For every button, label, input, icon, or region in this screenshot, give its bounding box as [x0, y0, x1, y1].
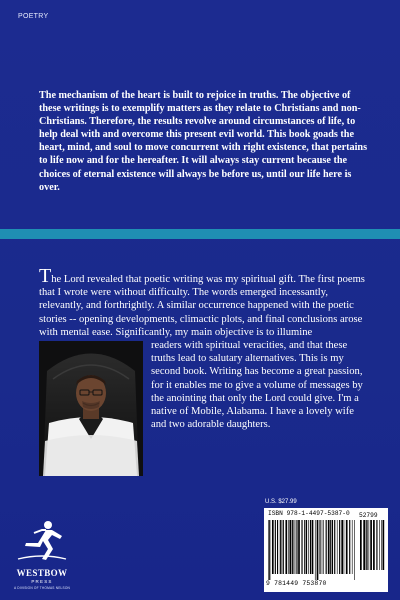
barcode-bar [304, 520, 305, 574]
barcode-bar [346, 520, 348, 574]
bio-dropcap: T [39, 265, 52, 287]
barcode-bar [379, 520, 380, 570]
barcode-bar [310, 520, 311, 574]
author-photo [39, 341, 143, 476]
author-portrait-image [39, 341, 143, 476]
barcode-bar [298, 520, 300, 574]
barcode-bar [344, 520, 345, 574]
barcode [264, 508, 388, 592]
barcode-bar [301, 520, 302, 574]
barcode-bar [268, 520, 269, 580]
barcode-bar [277, 520, 278, 574]
publisher-logo [12, 513, 72, 593]
barcode-bar [292, 520, 293, 574]
barcode-bar [332, 520, 333, 574]
barcode-bar [289, 520, 291, 574]
barcode-bar [275, 520, 276, 574]
barcode-bar [282, 520, 283, 574]
barcode-bar [383, 520, 385, 570]
barcode-bar [315, 520, 316, 580]
barcode-bar [373, 520, 375, 570]
publisher-division: A DIVISION OF THOMAS NELSON [14, 586, 70, 590]
bio-text-rest: readers with spiritual veracities, and that these truths lead to salutary alternatives. This is my second book. Writing has become a great passion, for it enables me to give a volume of messages by the anointing that only the Lord could give. I'm a native of Mobile, Alabama. I have a lovely wife and two adorable daughters. [151, 340, 363, 431]
barcode-bar [295, 520, 296, 574]
barcode-bar [352, 520, 353, 574]
barcode-bar [349, 520, 350, 574]
barcode-bar [322, 520, 323, 574]
barcode-bar [367, 520, 368, 570]
barcode-bar [370, 520, 372, 570]
addon-bars [360, 520, 386, 576]
bio-text-lead: he Lord revealed that poetic writing was my spiritual gift. The first poems that I wrote were without difficulty. The words emerged incessantly, relevantly, and forthrightly. A similar occurrence happened with the poetic stories -- opening developments, climactic plots, and final conclusions arose with mental ease. Significantly, my main objective is to illumine [39, 274, 365, 338]
barcode-bar [319, 520, 320, 574]
barcode-bar [376, 520, 377, 570]
barcode-bar [280, 520, 281, 574]
divider-band [0, 229, 400, 239]
barcode-bar [360, 520, 362, 570]
book-description: The mechanism of the heart is built to rejoice in truths. The objective of these writings is to exemplify matters as they relate to Christians and non-Christians. Therefore, the results revolve around circumstances of life, to help deal with and overcome this present evil world. This book goads the heart, mind, and soul to move concurrent with right existence, that pertains to life now and for the hereafter. It will always stay current because the choices of eternal existence will always be before us, until our life here is over. [39, 90, 368, 193]
barcode-bar [366, 520, 367, 570]
barcode-bar [283, 520, 284, 574]
barcode-bar [326, 520, 327, 574]
barcode-bar [369, 520, 370, 570]
price-label: U.S. $27.99 [265, 499, 297, 505]
ean-bars [268, 520, 356, 580]
barcode-bar [337, 520, 338, 574]
barcode-bar [363, 520, 365, 570]
barcode-bar [308, 520, 309, 574]
barcode-bar [306, 520, 307, 574]
addon-number: 52799 [359, 512, 378, 519]
runner-icon [12, 513, 72, 569]
barcode-bar [341, 520, 343, 574]
barcode-bar [269, 520, 270, 580]
publisher-press: PRESS [31, 579, 53, 584]
barcode-bar [334, 520, 335, 574]
barcode-bar [323, 520, 324, 574]
barcode-bar [317, 520, 319, 580]
barcode-bar [288, 520, 289, 574]
barcode-bar [328, 520, 330, 574]
barcode-bar [330, 520, 331, 574]
author-bio [39, 265, 367, 478]
barcode-bar [354, 520, 355, 580]
publisher-name: WESTBOW [16, 568, 68, 578]
barcode-bar [285, 520, 287, 574]
barcode-bar [339, 520, 340, 574]
barcode-bar [272, 520, 274, 574]
category-label: POETRY [18, 13, 49, 20]
barcode-bar [296, 520, 297, 574]
barcode-bar [381, 520, 382, 570]
barcode-bar [294, 520, 295, 574]
ean-number: 9 781449 753870 [266, 580, 327, 587]
barcode-bar [312, 520, 314, 574]
isbn-number: ISBN 978-1-4497-5387-0 [268, 510, 350, 517]
